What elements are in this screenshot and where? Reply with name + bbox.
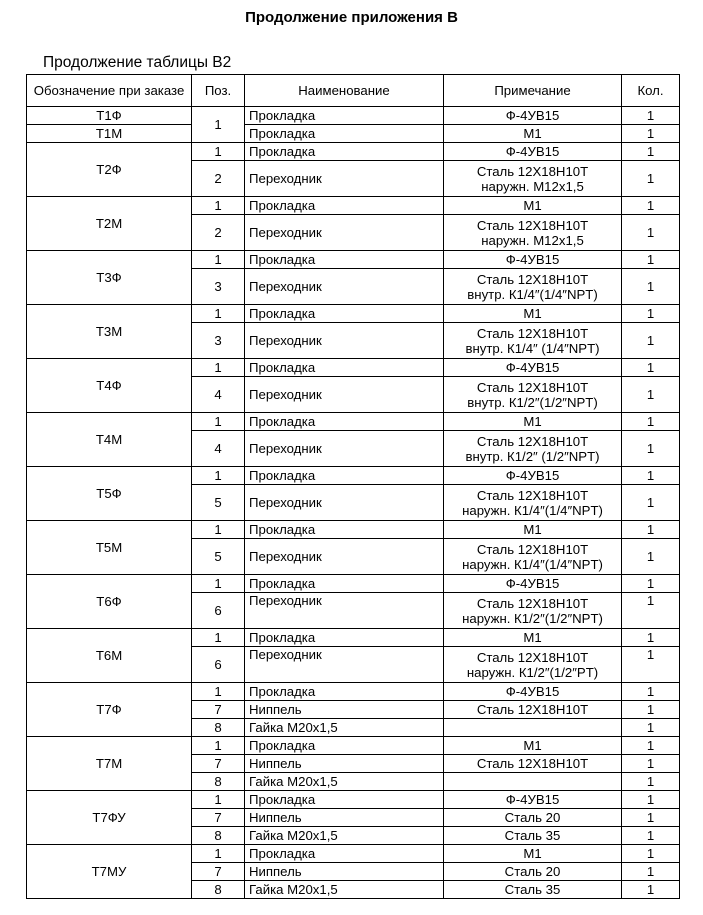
name-cell: Переходник (245, 593, 444, 629)
table-row (27, 845, 680, 863)
quantity-cell: 1 (622, 251, 680, 269)
position-cell: 1 (192, 629, 245, 647)
name-cell: Прокладка (245, 251, 444, 269)
name-cell: Прокладка (245, 845, 444, 863)
note-cell (444, 143, 622, 161)
quantity-cell: 1 (622, 737, 680, 755)
quantity-cell: 1 (622, 359, 680, 377)
note-line-2: внутр. К1/2″(1/2″NPT) (467, 394, 598, 410)
order-code-cell: Т4М (27, 413, 192, 467)
order-code-cell: Т5Ф (27, 467, 192, 521)
name-cell: Переходник (245, 431, 444, 467)
note-line: Сталь 35 (504, 882, 561, 897)
name-cell: Прокладка (245, 125, 444, 143)
position-cell: 7 (192, 863, 245, 881)
name-cell: Переходник (245, 485, 444, 521)
note-line: Сталь 12Х18Н10Т (476, 325, 589, 341)
quantity-cell: 1 (622, 773, 680, 791)
order-code-cell: Т1Ф (27, 107, 192, 125)
table-row (27, 125, 680, 143)
note-cell (444, 431, 622, 467)
name-cell: Прокладка (245, 521, 444, 539)
note-cell (444, 467, 622, 485)
note-line: Ф-4УВ15 (505, 792, 560, 807)
position-cell: 7 (192, 755, 245, 773)
note-cell (444, 773, 622, 791)
note-cell (444, 521, 622, 539)
note-cell (444, 251, 622, 269)
note-cell (444, 359, 622, 377)
position-cell: 1 (192, 737, 245, 755)
table-body (27, 107, 680, 899)
quantity-cell: 1 (622, 305, 680, 323)
name-cell: Прокладка (245, 629, 444, 647)
page-title: Продолжение приложения В (245, 9, 458, 26)
note-cell (444, 791, 622, 809)
note-line: М1 (523, 306, 542, 321)
name-cell: Переходник (245, 647, 444, 683)
order-code-cell: Т1М (27, 125, 192, 143)
position-cell: 8 (192, 827, 245, 845)
position-cell: 7 (192, 701, 245, 719)
note-line: Сталь 12Х18Н10Т (476, 217, 589, 233)
note-cell (444, 647, 622, 683)
order-code-cell: Т7ФУ (27, 791, 192, 845)
name-cell: Ниппель (245, 701, 444, 719)
position-cell: 1 (192, 683, 245, 701)
quantity-cell: 1 (622, 629, 680, 647)
table-row (27, 467, 680, 485)
name-cell: Переходник (245, 539, 444, 575)
note-cell (444, 863, 622, 881)
position-cell: 1 (192, 521, 245, 539)
note-cell (444, 845, 622, 863)
name-cell: Переходник (245, 215, 444, 251)
position-cell: 1 (192, 791, 245, 809)
note-line: Сталь 12Х18Н10Т (476, 487, 589, 503)
table-row (27, 575, 680, 593)
note-line: Сталь 12Х18Н10Т (476, 595, 589, 611)
quantity-cell: 1 (622, 161, 680, 197)
note-cell (444, 575, 622, 593)
spec-table (26, 74, 680, 899)
header-note: Примечание (444, 75, 622, 107)
quantity-cell: 1 (622, 323, 680, 359)
note-line: Ф-4УВ15 (505, 684, 560, 699)
note-cell (444, 305, 622, 323)
note-cell (444, 701, 622, 719)
note-cell (444, 593, 622, 629)
note-cell (444, 809, 622, 827)
order-code-cell: Т3М (27, 305, 192, 359)
note-line: М1 (523, 738, 542, 753)
table-row (27, 305, 680, 323)
position-cell: 6 (192, 647, 245, 683)
quantity-cell: 1 (622, 413, 680, 431)
position-cell: 1 (192, 413, 245, 431)
name-cell: Ниппель (245, 755, 444, 773)
note-cell (444, 539, 622, 575)
position-cell: 1 (192, 359, 245, 377)
note-cell (444, 197, 622, 215)
note-line: Сталь 12Х18Н10Т (476, 433, 589, 449)
quantity-cell: 1 (622, 107, 680, 125)
note-cell (444, 485, 622, 521)
quantity-cell: 1 (622, 809, 680, 827)
name-cell: Переходник (245, 377, 444, 413)
header-code: Обозначение при заказе (27, 75, 192, 107)
quantity-cell: 1 (622, 791, 680, 809)
note-cell (444, 107, 622, 125)
note-line: Ф-4УВ15 (505, 108, 560, 123)
header-pos: Поз. (192, 75, 245, 107)
note-line: Сталь 12Х18Н10Т (476, 271, 589, 287)
position-cell: 2 (192, 215, 245, 251)
note-line: Сталь 12Х18Н10Т (476, 541, 589, 557)
position-cell: 4 (192, 431, 245, 467)
quantity-cell: 1 (622, 521, 680, 539)
order-code-cell: Т5М (27, 521, 192, 575)
position-cell: 8 (192, 773, 245, 791)
note-cell (444, 161, 622, 197)
quantity-cell: 1 (622, 701, 680, 719)
position-cell: 8 (192, 881, 245, 899)
position-cell: 8 (192, 719, 245, 737)
note-line: Сталь 12Х18Н10Т (476, 379, 589, 395)
quantity-cell: 1 (622, 647, 680, 683)
table-row (27, 629, 680, 647)
quantity-cell: 1 (622, 485, 680, 521)
note-line: Ф-4УВ15 (505, 144, 560, 159)
order-code-cell: Т4Ф (27, 359, 192, 413)
order-code-cell: Т6М (27, 629, 192, 683)
name-cell: Прокладка (245, 467, 444, 485)
note-cell (444, 629, 622, 647)
note-cell (444, 737, 622, 755)
name-cell: Гайка М20х1,5 (245, 881, 444, 899)
order-code-cell: Т2М (27, 197, 192, 251)
note-line-2: наружн. К1/2″(1/2″NPT) (462, 610, 603, 626)
note-cell (444, 377, 622, 413)
note-line: М1 (523, 414, 542, 429)
note-cell (444, 881, 622, 899)
table-header-row (27, 75, 680, 107)
position-cell: 1 (192, 107, 245, 143)
table-caption: Продолжение таблицы В2 (43, 54, 232, 71)
table-row (27, 359, 680, 377)
position-cell: 1 (192, 251, 245, 269)
note-cell (444, 125, 622, 143)
note-line-2: наружн. К1/4″(1/4″NPT) (462, 502, 603, 518)
table-row (27, 737, 680, 755)
order-code-cell: Т7М (27, 737, 192, 791)
quantity-cell: 1 (622, 719, 680, 737)
table-row (27, 791, 680, 809)
note-line-2: наружн. М12х1,5 (481, 232, 584, 248)
order-code-cell: Т6Ф (27, 575, 192, 629)
note-line: М1 (523, 198, 542, 213)
note-line-2: внутр. К1/4″ (1/4″NPT) (465, 340, 600, 356)
quantity-cell: 1 (622, 125, 680, 143)
quantity-cell: 1 (622, 575, 680, 593)
note-line-2: наружн. К1/2″(1/2″PT) (466, 664, 599, 680)
table-row (27, 197, 680, 215)
name-cell: Гайка М20х1,5 (245, 773, 444, 791)
position-cell: 5 (192, 539, 245, 575)
quantity-cell: 1 (622, 377, 680, 413)
note-line: Сталь 12Х18Н10Т (476, 163, 589, 179)
note-cell (444, 215, 622, 251)
note-line: Сталь 12Х18Н10Т (476, 702, 589, 717)
quantity-cell: 1 (622, 269, 680, 305)
note-cell (444, 323, 622, 359)
quantity-cell: 1 (622, 197, 680, 215)
note-cell (444, 719, 622, 737)
name-cell: Ниппель (245, 863, 444, 881)
quantity-cell: 1 (622, 539, 680, 575)
position-cell: 1 (192, 143, 245, 161)
name-cell: Переходник (245, 323, 444, 359)
note-line: Ф-4УВ15 (505, 468, 560, 483)
position-cell: 6 (192, 593, 245, 629)
position-cell: 3 (192, 269, 245, 305)
name-cell: Прокладка (245, 737, 444, 755)
order-code-cell: Т3Ф (27, 251, 192, 305)
position-cell: 5 (192, 485, 245, 521)
note-line: М1 (523, 630, 542, 645)
name-cell: Прокладка (245, 683, 444, 701)
note-line: Ф-4УВ15 (505, 252, 560, 267)
order-code-cell: Т2Ф (27, 143, 192, 197)
quantity-cell: 1 (622, 683, 680, 701)
note-line-2: внутр. К1/4″(1/4″NPT) (467, 286, 598, 302)
table-row (27, 143, 680, 161)
quantity-cell: 1 (622, 755, 680, 773)
position-cell: 3 (192, 323, 245, 359)
name-cell: Прокладка (245, 575, 444, 593)
position-cell: 1 (192, 305, 245, 323)
quantity-cell: 1 (622, 881, 680, 899)
table-row (27, 521, 680, 539)
table-row (27, 413, 680, 431)
quantity-cell: 1 (622, 215, 680, 251)
position-cell: 7 (192, 809, 245, 827)
name-cell: Прокладка (245, 791, 444, 809)
name-cell: Прокладка (245, 143, 444, 161)
position-cell: 1 (192, 197, 245, 215)
note-cell (444, 413, 622, 431)
table-row (27, 107, 680, 125)
note-line: Сталь 12Х18Н10Т (476, 756, 589, 771)
note-cell (444, 827, 622, 845)
note-line-2: наружн. К1/4″(1/4″NPT) (462, 556, 603, 572)
note-line: Сталь 35 (504, 828, 561, 843)
name-cell: Гайка М20х1,5 (245, 827, 444, 845)
note-line: М1 (523, 522, 542, 537)
name-cell: Прокладка (245, 197, 444, 215)
name-cell: Ниппель (245, 809, 444, 827)
order-code-cell: Т7Ф (27, 683, 192, 737)
note-line: Сталь 20 (504, 810, 561, 825)
quantity-cell: 1 (622, 863, 680, 881)
name-cell: Переходник (245, 161, 444, 197)
note-cell (444, 683, 622, 701)
name-cell: Прокладка (245, 305, 444, 323)
note-line: Ф-4УВ15 (505, 360, 560, 375)
name-cell: Прокладка (245, 359, 444, 377)
order-code-cell: Т7МУ (27, 845, 192, 899)
quantity-cell: 1 (622, 593, 680, 629)
note-line-2: внутр. К1/2″ (1/2″NPT) (465, 448, 600, 464)
quantity-cell: 1 (622, 431, 680, 467)
header-qty: Кол. (622, 75, 680, 107)
name-cell: Прокладка (245, 107, 444, 125)
position-cell: 1 (192, 575, 245, 593)
position-cell: 1 (192, 845, 245, 863)
note-line: М1 (523, 846, 542, 861)
note-line: М1 (523, 126, 542, 141)
note-line: Сталь 20 (504, 864, 561, 879)
name-cell: Прокладка (245, 413, 444, 431)
note-line-2: наружн. М12х1,5 (481, 178, 584, 194)
quantity-cell: 1 (622, 845, 680, 863)
name-cell: Переходник (245, 269, 444, 305)
quantity-cell: 1 (622, 143, 680, 161)
name-cell: Гайка М20х1,5 (245, 719, 444, 737)
position-cell: 1 (192, 467, 245, 485)
note-cell (444, 755, 622, 773)
position-cell: 4 (192, 377, 245, 413)
note-line: Сталь 12Х18Н10Т (476, 649, 589, 665)
quantity-cell: 1 (622, 827, 680, 845)
note-cell (444, 269, 622, 305)
note-line: Ф-4УВ15 (505, 576, 560, 591)
position-cell: 2 (192, 161, 245, 197)
table-row (27, 683, 680, 701)
quantity-cell: 1 (622, 467, 680, 485)
header-name: Наименование (245, 75, 444, 107)
table-row (27, 251, 680, 269)
